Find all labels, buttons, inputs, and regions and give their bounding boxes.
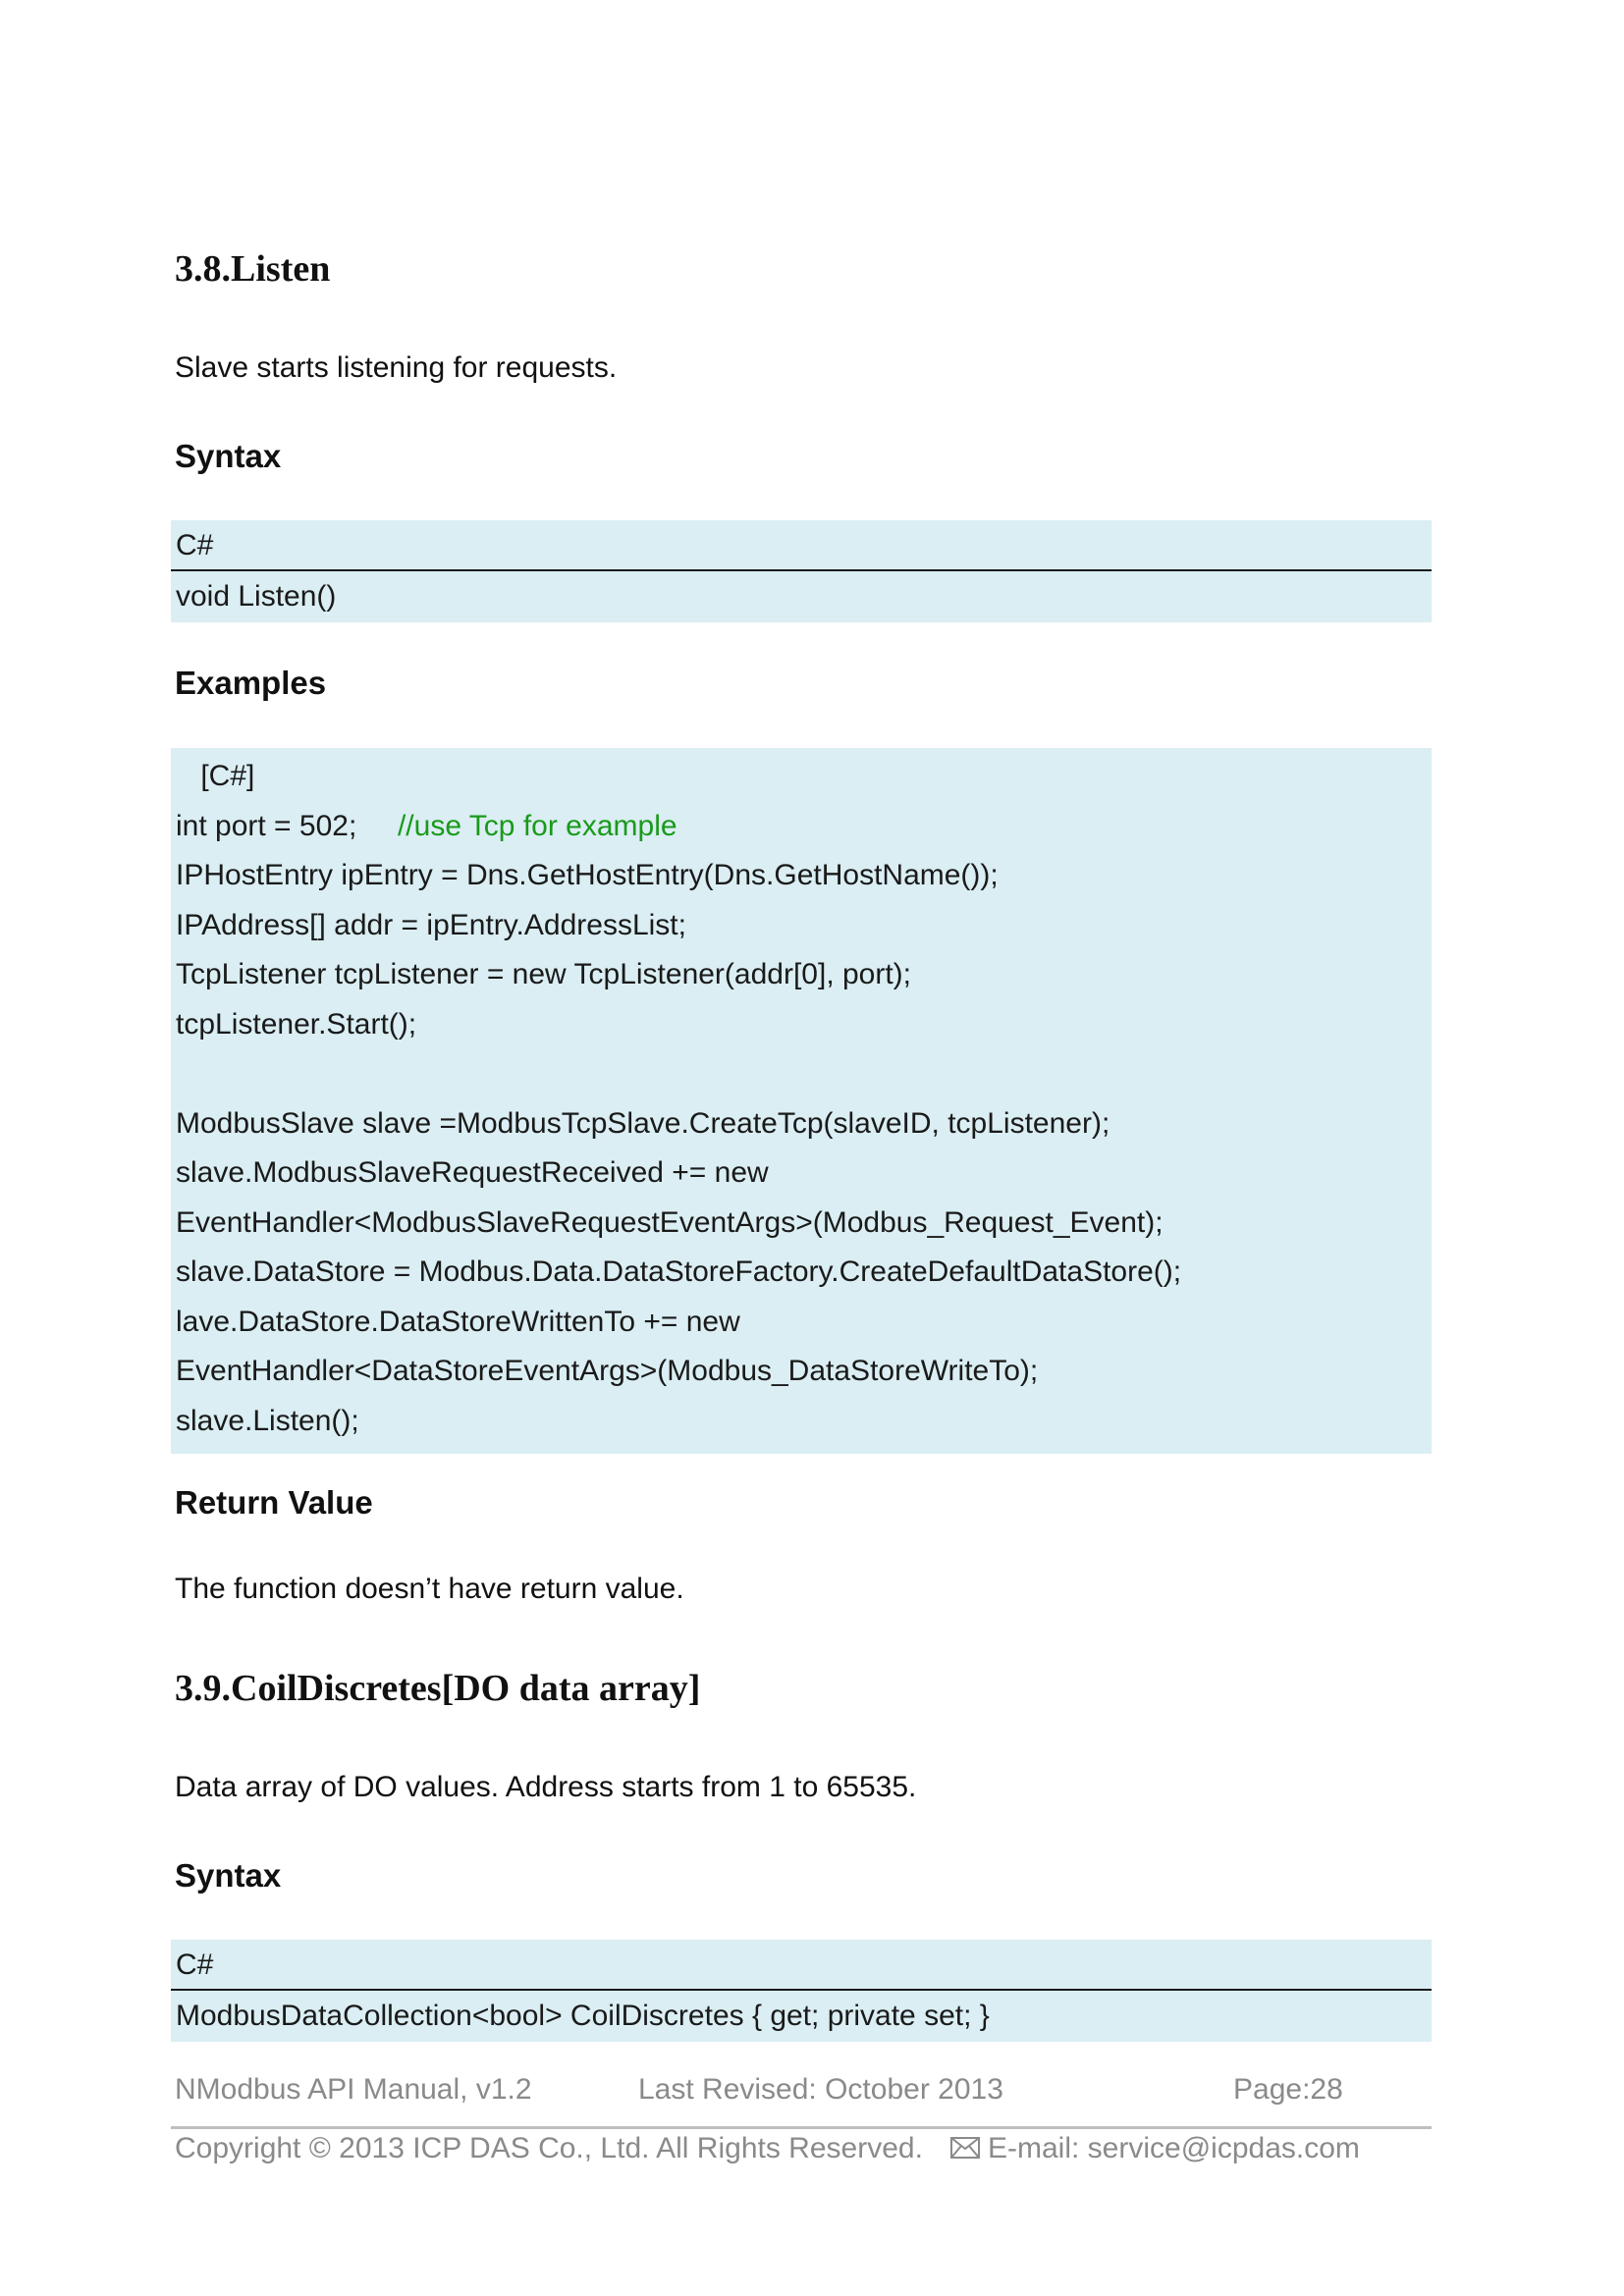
section-title-coildiscretes: 3.9.CoilDiscretes[DO data array]	[175, 1668, 701, 1709]
syntax-language: C#	[171, 1940, 1432, 1991]
syntax-table	[171, 520, 1432, 622]
example-code-line: slave.DataStore = Modbus.Data.DataStoreFactory.CreateDefaultDataStore();	[176, 1255, 1182, 1288]
code-text: int port = 502;	[176, 809, 398, 842]
syntax-heading: Syntax	[175, 1857, 282, 1894]
section-description: Data array of DO values. Address starts from 1 to 65535.	[175, 1771, 917, 1803]
footer-divider	[171, 2126, 1432, 2129]
envelope-icon	[950, 2133, 980, 2166]
example-code-line: ModbusSlave slave =ModbusTcpSlave.CreateTcp(slaveID, tcpListener);	[176, 1106, 1110, 1140]
footer-email	[950, 2132, 1360, 2166]
examples-heading: Examples	[175, 665, 327, 701]
example-code-block	[171, 748, 1432, 1454]
example-code-line: lave.DataStore.DataStoreWrittenTo += new	[176, 1305, 740, 1338]
example-code-line-blank	[171, 1049, 1432, 1099]
syntax-language: C#	[171, 520, 1432, 571]
code-comment: //use Tcp for example	[397, 809, 677, 842]
example-code-line: TcpListener tcpListener = new TcpListener(addr[0], port);	[176, 958, 912, 990]
example-code-line	[171, 802, 1432, 852]
example-code-line: slave.Listen();	[176, 1404, 359, 1437]
section-description: Slave starts listening for requests.	[175, 351, 618, 384]
syntax-code: void Listen()	[176, 580, 337, 613]
example-code-line: IPAddress[] addr = ipEntry.AddressList;	[176, 908, 686, 941]
syntax-heading: Syntax	[175, 438, 282, 474]
footer-manual-title: NModbus API Manual, v1.2	[175, 2073, 532, 2106]
footer-email-text[interactable]: E-mail: service@icpdas.com	[988, 2132, 1360, 2164]
syntax-code: ModbusDataCollection<bool> CoilDiscretes { get; private set; }	[176, 2000, 990, 2032]
footer-page-number: Page:28	[1233, 2073, 1343, 2106]
example-code-line: EventHandler<ModbusSlaveRequestEventArgs>(Modbus_Request_Event);	[176, 1205, 1164, 1239]
footer-copyright: Copyright © 2013 ICP DAS Co., Ltd. All Rights Reserved.	[175, 2132, 923, 2164]
section-title-listen: 3.8.Listen	[175, 248, 331, 290]
return-value-text: The function doesn’t have return value.	[175, 1573, 684, 1605]
footer-revised-date: Last Revised: October 2013	[638, 2073, 1003, 2106]
return-value-heading: Return Value	[175, 1484, 373, 1521]
syntax-table	[171, 1940, 1432, 2042]
example-language: [C#]	[192, 760, 255, 792]
example-code-line: IPHostEntry ipEntry = Dns.GetHostEntry(Dns.GetHostName());	[176, 859, 999, 891]
example-code-line: slave.ModbusSlaveRequestReceived += new	[176, 1156, 769, 1189]
example-code-line: EventHandler<DataStoreEventArgs>(Modbus_DataStoreWriteTo);	[176, 1355, 1039, 1387]
example-code-line: tcpListener.Start();	[176, 1007, 417, 1041]
